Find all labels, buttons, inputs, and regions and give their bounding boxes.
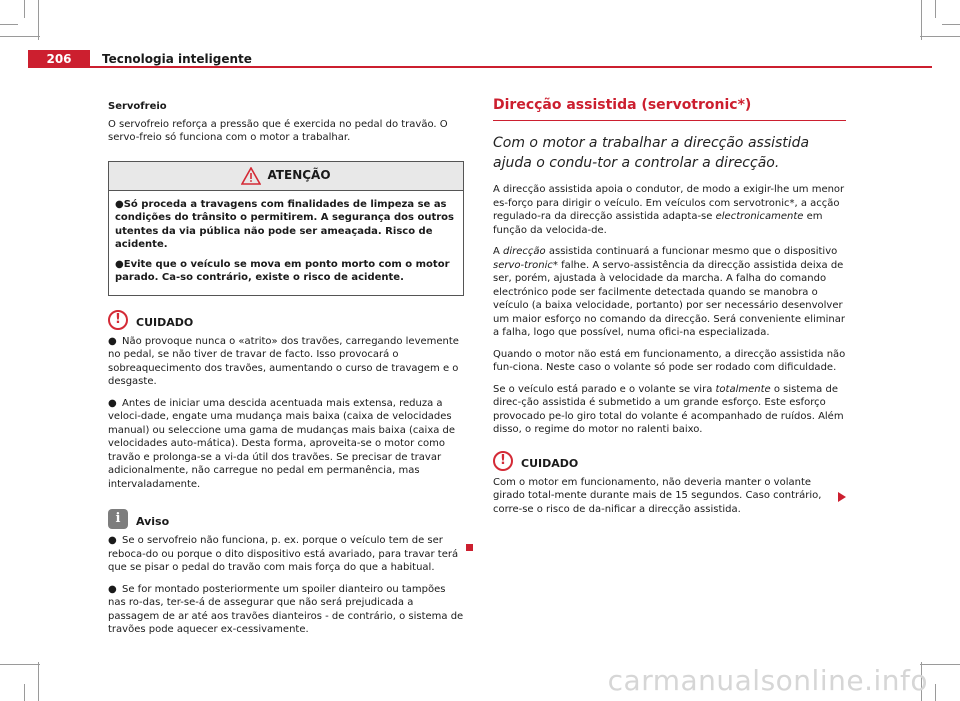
paragraph: A direcção assistida apoia o condutor, de modo a exigir-lhe um menor es-forço para dirigir o veículo. Em veículos com servotronic*, a acção regulado-ra da direcção assistida adapta-se electronicamente em função da velocida-de. [493, 184, 845, 236]
note-item: ● Se o servofreio não funciona, p. ex. porque o veículo tem de ser reboca-do ou porque o dito dispositivo está avariado, para travar terá que se pisar o pedal do travão com mais força do que a habitual. [108, 535, 459, 573]
paragraph: Quando o motor não está em funcionamento, a direcção assistida não fun-ciona. Neste caso o volante só pode ser rodado com dificuldade. [493, 348, 846, 373]
continue-arrow-icon [838, 492, 846, 502]
intro-text: Com o motor a trabalhar a direcção assistida ajuda o condu-tor a controlar a direcção. [493, 135, 810, 171]
crop-mark [0, 36, 40, 37]
warning-item: ●Evite que o veículo se mova em ponto morto com o motor parado. Ca-so contrário, existe o risco de acidente. [115, 258, 450, 283]
warning-item: ●Só proceda a travagens com finalidades de limpeza se as condições do trânsito o permitirem. A segurança dos outros utentes da via pública não pode ser ameaçada. Risco de acidente. [115, 198, 454, 250]
warning-box [108, 161, 464, 296]
note-title: Aviso [136, 515, 170, 528]
page-title: Tecnologia inteligente [102, 52, 252, 66]
bullet-icon: ● [108, 335, 117, 347]
header-rule [28, 66, 932, 68]
note-item: ● Se for montado posteriormente um spoiler dianteiro ou tampões nas ro-das, ter-se-á de assegurar que não será prejudicada a passagem de ar até aos travões dianteiros - de contrário, o sistema de travões pode aquecer ex-cessivamente. [108, 583, 464, 635]
bullet-icon: ● [115, 198, 124, 210]
warning-header [109, 162, 463, 191]
left-column [108, 100, 464, 645]
bullet-icon: ● [108, 397, 117, 409]
crop-mark [0, 24, 18, 25]
warning-triangle-icon [241, 167, 261, 185]
crop-mark [935, 684, 936, 701]
crop-mark [0, 664, 40, 665]
caution-text: Com o motor em funcionamento, não deveria manter o volante girado total-mente durante mais de 15 segundos. Caso contrário, corre-se o risco de da-nificar a direcção assistida. [493, 476, 822, 515]
info-icon: i [108, 509, 128, 529]
crop-mark [942, 24, 960, 25]
paragraph: Se o veículo está parado e o volante se vira totalmente o sistema de direc-ção assistida é submetido a um grande esforço. Este esforço provocado pe-lo giro total do volante é acompanhado de ruídos. Além disso, o regime do motor no ralenti baixo. [493, 383, 844, 435]
warning-body [109, 191, 463, 295]
crop-mark [38, 0, 39, 40]
caution-title: CUIDADO [521, 456, 579, 470]
page-number: 206 [28, 50, 90, 68]
crop-mark [24, 684, 25, 701]
caution-title: CUIDADO [136, 315, 194, 329]
caution-icon: ! [108, 310, 128, 330]
servo-text: O servofreio reforça a pressão que é exercida no pedal do travão. O servo-freio só funciona com o motor a trabalhar. [108, 118, 448, 143]
crop-mark [920, 36, 960, 37]
caution-header [493, 451, 846, 471]
note-header [108, 509, 464, 529]
section-title: Direcção assistida (servotronic*) [493, 96, 846, 121]
bullet-icon: ● [115, 258, 124, 270]
caution-icon: ! [493, 451, 513, 471]
crop-mark [935, 0, 936, 18]
caution-item: ● Não provoque nunca o «atrito» dos travões, carregando levemente no pedal, se não tiver de travar de facto. Isso provocará o sobreaquecimento dos travões, aumentando o curso de travagem e o desgaste. [108, 335, 459, 387]
crop-mark [24, 0, 25, 18]
bullet-icon: ● [108, 535, 117, 546]
warning-title: ATENÇÃO [267, 167, 331, 182]
caution-header [108, 310, 464, 330]
paragraph: A direcção assistida continuará a funcionar mesmo que o dispositivo servo-tronic* falhe. A servo-assistência da direcção assistida deixa de ser, porém, ajustada à velocidade da marcha. A falha do comando electrónico pode ser facilmente detectada quando se manobra o veículo (a baixa velocidade, portanto) por ser necessário desenvolver um maior esforço no comando da direcção. Será conveniente eliminar a falha, logo que possível, numa ofici-na especializada. [493, 246, 845, 338]
bullet-icon: ● [108, 583, 117, 595]
crop-mark [921, 0, 922, 40]
section-end-icon [466, 544, 473, 551]
crop-mark [38, 662, 39, 701]
watermark: carmanualsonline.info [607, 664, 928, 697]
caution-item: ● Antes de iniciar uma descida acentuada mais extensa, reduza a veloci-dade, engate uma mudança mais baixa (caixa de velocidades manual) ou seleccione uma gama de mudanças mais baixa (caixa de velocidades auto-mática). Desta forma, aproveita-se o motor como travão e prolonga-se a vi-da útil dos travões. Se precisar de travar adicionalmente, não carregue no pedal em permanência, mas intervaladamente. [108, 397, 456, 490]
right-column [493, 97, 846, 524]
servo-heading: Servofreio [108, 101, 167, 112]
